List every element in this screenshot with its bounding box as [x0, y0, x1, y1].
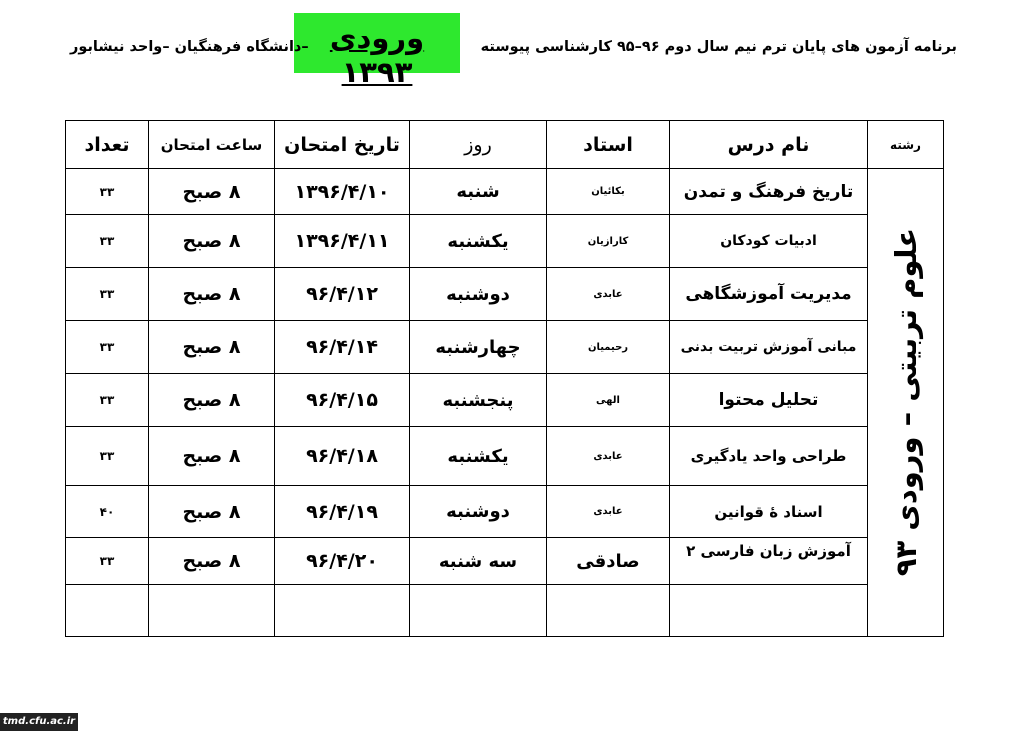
title-right-part: برنامه آزمون های پایان ترم نیم سال دوم ۹۶–۹۵ کارشناسی پیوسته	[480, 39, 957, 55]
header-day: روز	[410, 121, 547, 169]
course-cell: مدیریت آموزشگاهی	[670, 268, 868, 321]
time-cell: ۸ صبح	[149, 215, 275, 268]
header-date: تاریخ امتحان	[275, 121, 410, 169]
teacher-cell: عابدی	[547, 268, 670, 321]
time-cell: ۸ صبح	[149, 538, 275, 585]
count-cell: ۳۳	[66, 215, 149, 268]
date-cell: ۱۳۹۶/۴/۱۰	[275, 169, 410, 215]
time-cell: ۸ صبح	[149, 268, 275, 321]
table-header-row	[66, 121, 944, 169]
empty-cell	[66, 585, 149, 637]
teacher-cell: بکائیان	[547, 169, 670, 215]
table-row	[66, 268, 944, 321]
empty-cell	[149, 585, 275, 637]
table-row	[66, 486, 944, 538]
date-cell: ۹۶/۴/۱۲	[275, 268, 410, 321]
course-cell: مبانی آموزش تربیت بدنی	[670, 321, 868, 374]
table-row	[66, 427, 944, 486]
empty-cell	[410, 585, 547, 637]
page-title	[0, 13, 1029, 89]
day-cell: چهارشنبه	[410, 321, 547, 374]
teacher-cell: رحیمیان	[547, 321, 670, 374]
date-cell: ۱۳۹۶/۴/۱۱	[275, 215, 410, 268]
course-cell: تاریخ فرهنگ و تمدن	[670, 169, 868, 215]
course-cell: ادبیات کودکان	[670, 215, 868, 268]
day-cell: شنبه	[410, 169, 547, 215]
day-cell: دوشنبه	[410, 486, 547, 538]
count-cell: ۳۳	[66, 374, 149, 427]
count-cell: ۳۳	[66, 427, 149, 486]
teacher-cell: کارازیان	[547, 215, 670, 268]
field-cell	[868, 169, 944, 637]
teacher-cell: عابدی	[547, 427, 670, 486]
teacher-cell: الهی	[547, 374, 670, 427]
date-cell: ۹۶/۴/۱۹	[275, 486, 410, 538]
empty-cell	[670, 585, 868, 637]
day-cell: پنجشنبه	[410, 374, 547, 427]
count-cell: ۴۰	[66, 486, 149, 538]
day-cell: یکشنبه	[410, 427, 547, 486]
header-time: ساعت امتحان	[149, 121, 275, 169]
title-left-part: –دانشگاه فرهنگیان –واحد نیشابور	[70, 39, 309, 55]
empty-cell	[547, 585, 670, 637]
teacher-cell: عابدی	[547, 486, 670, 538]
count-cell: ۳۳	[66, 321, 149, 374]
header-field: رشته	[868, 121, 944, 169]
table-row	[66, 169, 944, 215]
site-logo: tmd.cfu.ac.ir	[0, 713, 78, 731]
field-name: علوم تربیتی – ورودی ۹۳	[888, 227, 923, 576]
date-cell: ۹۶/۴/۱۴	[275, 321, 410, 374]
date-cell: ۹۶/۴/۱۸	[275, 427, 410, 486]
header-count: تعداد	[66, 121, 149, 169]
empty-cell	[275, 585, 410, 637]
course-cell: طراحی واحد یادگیری	[670, 427, 868, 486]
table-row	[66, 321, 944, 374]
time-cell: ۸ صبح	[149, 427, 275, 486]
table-row	[66, 215, 944, 268]
table-row-empty	[66, 585, 944, 637]
date-cell: ۹۶/۴/۱۵	[275, 374, 410, 427]
exam-schedule-table	[65, 120, 944, 637]
time-cell: ۸ صبح	[149, 486, 275, 538]
title-text-line	[70, 39, 957, 55]
table-row	[66, 374, 944, 427]
day-cell: سه شنبه	[410, 538, 547, 585]
day-cell: یکشنبه	[410, 215, 547, 268]
title-highlight-text: ورودی ۱۳۹۳	[329, 21, 425, 89]
course-cell: تحلیل محتوا	[670, 374, 868, 427]
course-cell: اسناد ۀ قوانین	[670, 486, 868, 538]
count-cell: ۳۳	[66, 169, 149, 215]
date-cell: ۹۶/۴/۲۰	[275, 538, 410, 585]
header-teacher: استاد	[547, 121, 670, 169]
table-row	[66, 538, 944, 585]
count-cell: ۳۳	[66, 538, 149, 585]
teacher-cell: صادقی	[547, 538, 670, 585]
day-cell: دوشنبه	[410, 268, 547, 321]
time-cell: ۸ صبح	[149, 374, 275, 427]
time-cell: ۸ صبح	[149, 169, 275, 215]
course-cell: آموزش زبان فارسی ۲	[670, 538, 868, 585]
count-cell: ۳۳	[66, 268, 149, 321]
header-course: نام درس	[670, 121, 868, 169]
time-cell: ۸ صبح	[149, 321, 275, 374]
